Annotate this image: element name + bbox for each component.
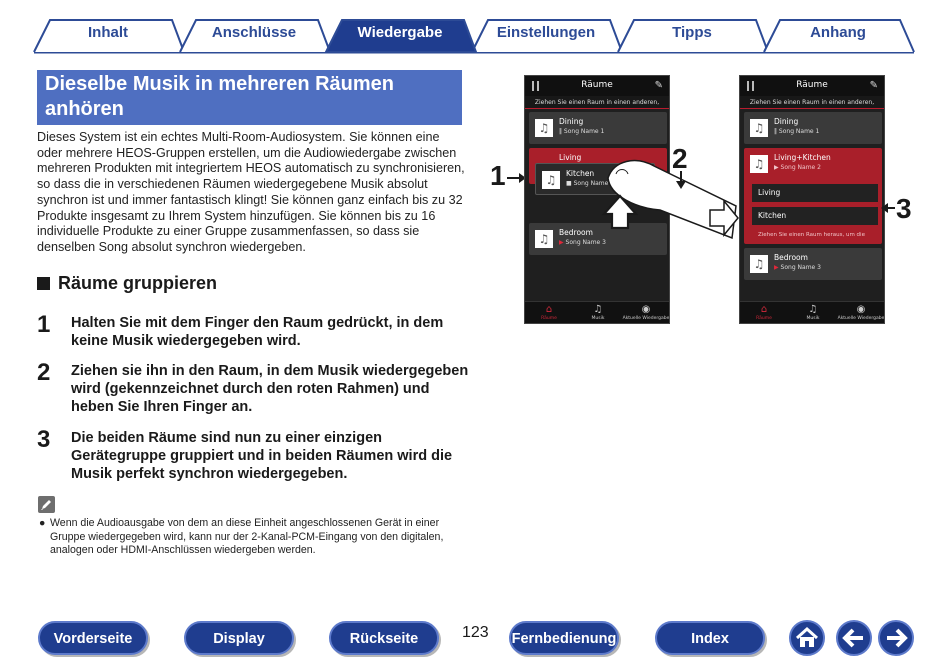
- phone-screenshot-after: [739, 75, 885, 324]
- tab-einstellungen[interactable]: Einstellungen: [496, 24, 596, 41]
- play-circle-icon: ◉: [856, 304, 866, 315]
- room-card-dining[interactable]: [744, 112, 882, 144]
- room-name: Dining: [774, 117, 799, 126]
- step-2-number: 2: [37, 359, 51, 386]
- edit-pencil-icon[interactable]: ✎: [654, 80, 663, 91]
- group-member-kitchen[interactable]: Kitchen: [752, 207, 878, 225]
- note-text: Wenn die Audioausgabe von dem an diese Einheit angeschlossenen Gerät in einer Gruppe wiedergegeben wird, kann nur der 2-Kanal-PCM-Eingang von den digitalen, analogen oder HDMI-Anschlüssen wiedergeben werden.: [50, 517, 444, 556]
- nav-now-playing[interactable]: ◉ Aktuelle Wiedergabe: [622, 304, 670, 321]
- section-heading-text: Räume gruppieren: [58, 273, 218, 293]
- room-name: Bedroom: [559, 228, 593, 237]
- phone-hint: Ziehen Sie einen Raum in einen anderen,: [525, 96, 669, 109]
- callout-3-arrow: [880, 200, 896, 216]
- fernbedienung-button[interactable]: Fernbedienung: [509, 621, 619, 655]
- nav-rooms[interactable]: ⌂ Räume: [740, 304, 788, 322]
- nav-now-playing[interactable]: ◉ Aktuelle Wiedergabe: [837, 304, 885, 321]
- note-pencil-icon: [38, 496, 55, 513]
- callout-2-arrow: [673, 170, 689, 190]
- stop-icon: ■: [566, 180, 572, 187]
- home-button[interactable]: [789, 620, 825, 656]
- phone-bottom-nav: [525, 301, 669, 323]
- section-heading: [37, 273, 217, 294]
- group-hint: Ziehen Sie einen Raum heraus, um die: [758, 232, 865, 238]
- page-title: Dieselbe Musik in mehreren Räumen anhören: [45, 73, 395, 120]
- chapter-tabs: [0, 0, 950, 56]
- music-icon: ♫: [593, 304, 603, 315]
- rueckseite-button[interactable]: Rückseite: [329, 621, 439, 655]
- step-1-text: Halten Sie mit dem Finger den Raum gedrückt, in dem keine Musik wiedergegeben wird.: [71, 315, 444, 349]
- tab-anhang[interactable]: Anhang: [810, 24, 866, 41]
- room-group-living-kitchen[interactable]: [744, 148, 882, 244]
- nav-music[interactable]: ♫ Musik: [574, 304, 622, 322]
- phone-header: [525, 76, 669, 96]
- callout-2: 2: [672, 143, 688, 174]
- previous-page-button[interactable]: [836, 620, 872, 656]
- note-bullet: ●: [39, 517, 46, 529]
- play-icon: ▶: [559, 239, 564, 246]
- phone-title: Räume: [796, 80, 828, 90]
- square-bullet-icon: [37, 277, 50, 290]
- home-icon: ⌂: [545, 304, 553, 315]
- tab-inhalt[interactable]: Inhalt: [88, 24, 128, 41]
- group-name: Living+Kitchen: [774, 153, 831, 162]
- home-icon: [791, 622, 823, 654]
- nav-music[interactable]: ♫ Musik: [789, 304, 837, 322]
- arrow-left-icon: [838, 622, 870, 654]
- room-card-dining[interactable]: [529, 112, 667, 144]
- display-button[interactable]: Display: [184, 621, 294, 655]
- note-text-block: [38, 517, 458, 558]
- page-number: 123: [462, 624, 489, 641]
- room-name: Kitchen: [566, 169, 595, 178]
- room-name: Bedroom: [774, 253, 808, 262]
- room-song: ‖ Song Name 1: [559, 128, 605, 135]
- music-note-icon: ♫: [542, 171, 560, 189]
- vorderseite-button[interactable]: Vorderseite: [38, 621, 148, 655]
- next-page-button[interactable]: [878, 620, 914, 656]
- music-note-icon: ♫: [750, 119, 768, 137]
- nav-rooms[interactable]: ⌂ Räume: [525, 304, 573, 322]
- paused-icon: ‖: [559, 128, 562, 135]
- callout-1: 1: [490, 160, 506, 191]
- room-song: ■ Song Name: [566, 180, 609, 187]
- phone-title: Räume: [581, 80, 613, 90]
- arrow-right-icon: [880, 622, 912, 654]
- intro-paragraph: Dieses System ist ein echtes Multi-Room-Audiosystem. Sie können eine oder mehrere HEOS-Gruppen erstellen, um die Audiowiedergabe zwischen mehreren Produkten mit integriertem HEOS automatisch zu synchronisieren, so dass die in verschiedenen Räumen wiedergegebene Musik absolut synchron ist und immer fantastisch klingt! Sie können ganz einfach bis zu 32 Produkte insgesamt zu Ihrem System hinzufügen. Sie können bis zu 16 individuelle Produkte zu einer Gruppe zusammenfassen, so dass sie denselben Song absolut synchron wiedergeben.: [37, 130, 465, 254]
- tab-tipps[interactable]: Tipps: [672, 24, 712, 41]
- room-name: Living: [559, 153, 582, 162]
- room-song: ‖ Song Name 1: [774, 128, 820, 135]
- transition-arrow-icon: [708, 199, 740, 237]
- music-icon: ♫: [808, 304, 818, 315]
- page-title-box: [37, 70, 462, 125]
- callout-3: 3: [896, 193, 912, 224]
- step-3-text: Die beiden Räume sind nun zu einer einzigen Gerätegruppe gruppiert und in beiden Räumen wird die Musik perfekt synchron wiedergegeben.: [71, 430, 453, 482]
- tab-wiedergabe[interactable]: Wiedergabe: [357, 24, 443, 41]
- play-circle-icon: ◉: [641, 304, 651, 315]
- room-song: ▶ Song Name 3: [559, 239, 606, 246]
- tab-anschluesse[interactable]: Anschlüsse: [211, 24, 297, 41]
- phone-bottom-nav: [740, 301, 884, 323]
- room-song: ▶ Song Name 3: [774, 264, 821, 271]
- step-2-text: Ziehen sie ihn in den Raum, in dem Musik wiedergegeben wird (gekennzeichnet durch den roten Rahmen) und heben Sie Ihren Finger an.: [71, 363, 469, 415]
- group-member-living[interactable]: Living: [752, 184, 878, 202]
- play-icon: ▶: [774, 164, 779, 171]
- step-3-number: 3: [37, 426, 51, 453]
- step-1-number: 1: [37, 311, 51, 338]
- group-song: ▶ Song Name 2: [774, 164, 821, 171]
- index-button[interactable]: Index: [655, 621, 765, 655]
- paused-icon: ‖: [774, 128, 777, 135]
- music-note-icon: ♫: [535, 230, 553, 248]
- music-note-icon: ♫: [750, 155, 768, 173]
- music-note-icon: ♫: [750, 255, 768, 273]
- room-card-bedroom[interactable]: [744, 248, 882, 280]
- music-note-icon: ♫: [535, 119, 553, 137]
- room-name: Dining: [559, 117, 584, 126]
- edit-pencil-icon[interactable]: ✎: [869, 80, 878, 91]
- phone-hint: Ziehen Sie einen Raum in einen anderen,: [740, 96, 884, 109]
- phone-header: [740, 76, 884, 96]
- home-icon: ⌂: [760, 304, 768, 315]
- play-icon: ▶: [774, 264, 779, 271]
